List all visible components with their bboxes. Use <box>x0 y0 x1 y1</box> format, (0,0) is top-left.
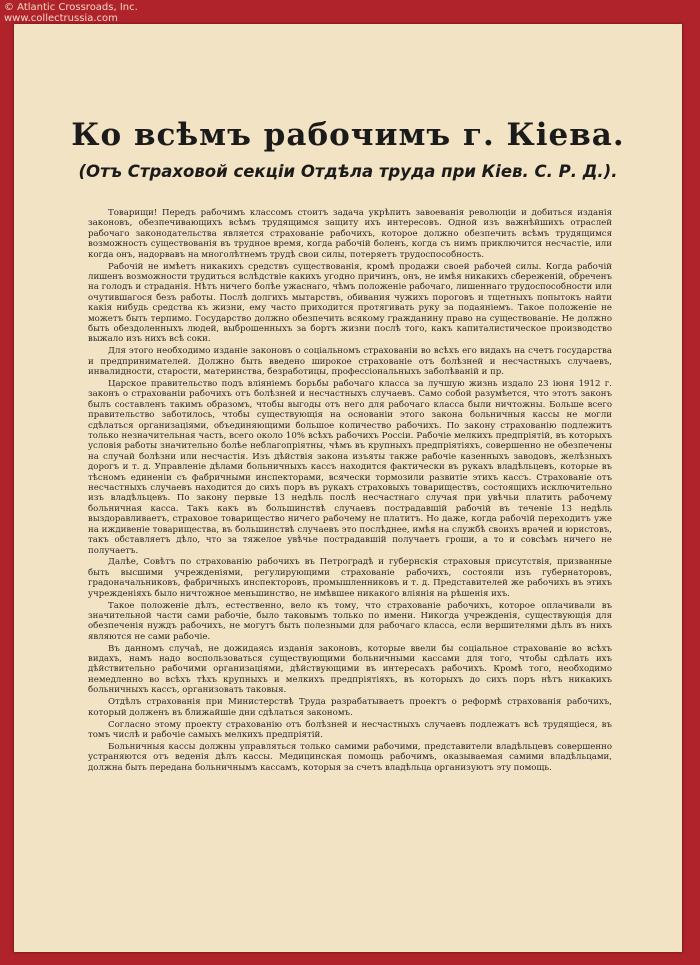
watermark <box>4 2 138 24</box>
watermark-url: www.collectrussia.com <box>4 13 118 24</box>
document-body <box>88 208 612 775</box>
paragraph-2: Рабочій не имѣетъ никакихъ средствъ существованія, кромѣ продажи своей рабочей силы. Когда рабочій лишенъ возможности трудиться вслѣдствіе какихъ угодно причинъ, онъ, не имѣя никакихъ сбереженій, обреченъ на голодъ и страданія. Нѣтъ ничего болѣе ужаснаго, чѣмъ положеніе рабочаго, лишеннаго трудоспособности или очутившагося безъ работы. Послѣ долгихъ мытарствъ, обивания чужихъ пороговъ и тщетныхъ попытокъ найти какія нибудь средства къ жизни, ему часто приходится протягивать руку за подаяніемъ. Такое положеніе не можетъ быть терпимо. Государство должно обезпечить всякому гражданину право на существованіе. Не должно быть обездоленныхъ людей, выброшенныхъ за бортъ жизни послѣ того, какъ капиталистическое производство выжало изъ нихъ всѣ соки. <box>88 261 612 345</box>
paragraph-5: Далѣе, Совѣтъ по страхованію рабочихъ въ Петроградѣ и губернскія страховыя присутствія, призванные быть высшими учрежденіями, регулирующими страхованіе рабочихъ, состояли изъ губернаторовъ, градоначальниковъ, фабричныхъ инспекторовъ, промышленниковъ и т. д. Представителей же рабочихъ въ этихъ учрежденіяхъ было ничтожное меньшинство, не имѣвшее никакого вліянія на рѣшенія ихъ. <box>88 557 612 599</box>
document-subtitle: (Отъ Страховой секціи Отдѣла труда при Кіев. С. Р. Д.). <box>78 162 618 181</box>
paragraph-4: Царское правительство подъ вліяніемъ борьбы рабочаго класса за лучшую жизнь издало 23 іюня 1912 г. законъ о страхованіи рабочихъ отъ болѣзней и несчастныхъ случаевъ. Само собой разумѣется, что этотъ законъ былъ составленъ такимъ образомъ, чтобы выгоды отъ него для рабочаго класса были ничтожны. Больше всего правительство заботилось, чтобы существующія на основаніи этого закона больничныя кассы не могли сдѣлаться организаціями, объединяющими большое количество рабочихъ. По закону страхованію подлежитъ только незначительная часть, всего около 10% всѣхъ рабочихъ Россіи. Рабочіе мелкихъ предпріятій, въ которыхъ условія работы значительно болѣе неблагопріятны, чѣмъ въ крупныхъ предпріятіяхъ, совершенно не обезпечены на случай болѣзни или несчастія. Изъ дѣйствія закона изъяты также рабочіе казенныхъ заводовъ, желѣзныхъ дорогъ и т. д. Управленіе дѣлами больничныхъ кассъ находится фактически въ рукахъ владѣльцевъ, которые въ тѣсномъ единеніи съ фабричными инспекторами, всячески тормозили развитіе этихъ кассъ. Страхованіе отъ несчастныхъ случаевъ находится до сихъ поръ въ рукахъ страховыхъ товариществъ, состоящихъ исключительно изъ владѣльцевъ. По закону первые 13 недѣль послѣ несчастнаго случая при увѣчьи платить рабочему больничная касса. Такъ какъ въ большинствѣ случаевъ пострадавшій рабочій въ теченіе 13 недѣль выздоравливаетъ, страховое товарищество ничего рабочему не платитъ. Но даже, когда рабочій переходитъ уже на иждивеніе товарищества, въ большинствѣ случаевъ это послѣднее, имѣя на службѣ своихъ врачей и юристовъ, такъ обставляетъ дѣло, что за тяжелое увѣчье пострадавшій получаетъ гроши, а то и совсѣмъ ничего не получаетъ. <box>88 379 612 556</box>
paragraph-8: Отдѣлъ страхованія при Министерствѣ Труда разрабатываетъ проектъ о реформѣ страхованія рабочихъ, который долженъ въ ближайшіе дни сдѣлаться закономъ. <box>88 697 612 718</box>
paragraph-7: Въ данномъ случаѣ, не дожидаясь изданія законовъ, которые ввели бы соціальное страхованіе во всѣхъ видахъ, намъ надо воспользоваться существующими больничными кассами для того, чтобы сдѣлать ихъ дѣйствительно рабочими организаціями, дѣйствующими въ интересахъ рабочихъ. Кромѣ того, необходимо немедленно во всѣхъ тѣхъ крупныхъ и мелкихъ предпріятіяхъ, въ которыхъ до сихъ поръ нѣтъ никакихъ больничныхъ кассъ, организовать таковыя. <box>88 643 612 696</box>
document-sheet <box>14 24 682 952</box>
paragraph-3: Для этого необходимо изданіе законовъ о соціальномъ страхованіи во всѣхъ его видахъ на счетъ государства и предпринимателей. Должно быть введено широкое страхованіе отъ болѣзней и несчастныхъ случаевъ, инвалидности, старости, материнства, безработицы, профессіональныхъ заболѣваній и пр. <box>88 346 612 378</box>
watermark-copyright: © Atlantic Crossroads, Inc. <box>4 2 138 13</box>
paragraph-10: Больничныя кассы должны управляться только самими рабочими, представители владѣльцевъ совершенно устраняются отъ веденія дѣлъ кассы. Медицинская помощь рабочимъ, оказываемая самими владѣльцами, должна быть передана больничнымъ кассамъ, которыя за счетъ владѣльца организуютъ эту помощь. <box>88 741 612 773</box>
paragraph-6: Такое положеніе дѣлъ, естественно, вело къ тому, что страхованіе рабочихъ, которое оплачивали въ значительной части сами рабочіе, было таковымъ только по имени. Никогда учрежденія, существующія для обезпеченія нуждъ рабочихъ, не могутъ быть полезными для рабочаго класса, если вершителями дѣлъ въ нихъ являются не сами рабочіе. <box>88 600 612 642</box>
paragraph-9: Согласно этому проекту страхованію отъ болѣзней и несчастныхъ случаевъ подлежатъ всѣ трудящіеся, въ томъ числѣ и рабочіе самыхъ мелкихъ предпріятій. <box>88 719 612 740</box>
document-title: Ко всѣмъ рабочимъ г. Кіева. <box>71 117 625 153</box>
paragraph-1: Товарищи! Передъ рабочимъ классомъ стоитъ задача укрѣпить завоеванія революціи и добиться изданія законовъ, обезпечивающихъ всѣмъ трудящимся защиту ихъ интересовъ. Одной изъ важнѣйшихъ отраслей рабочаго законодательства является страхованіе рабочихъ, которое должно обезпечить всѣмъ трудящимся возможность существованія въ трудное время, когда рабочій боленъ, когда съ нимъ приключится несчастіе, или когда онъ, надорвавъ на многолѣтнемъ трудѣ свои силы, потеряетъ трудоспособность. <box>88 208 612 260</box>
